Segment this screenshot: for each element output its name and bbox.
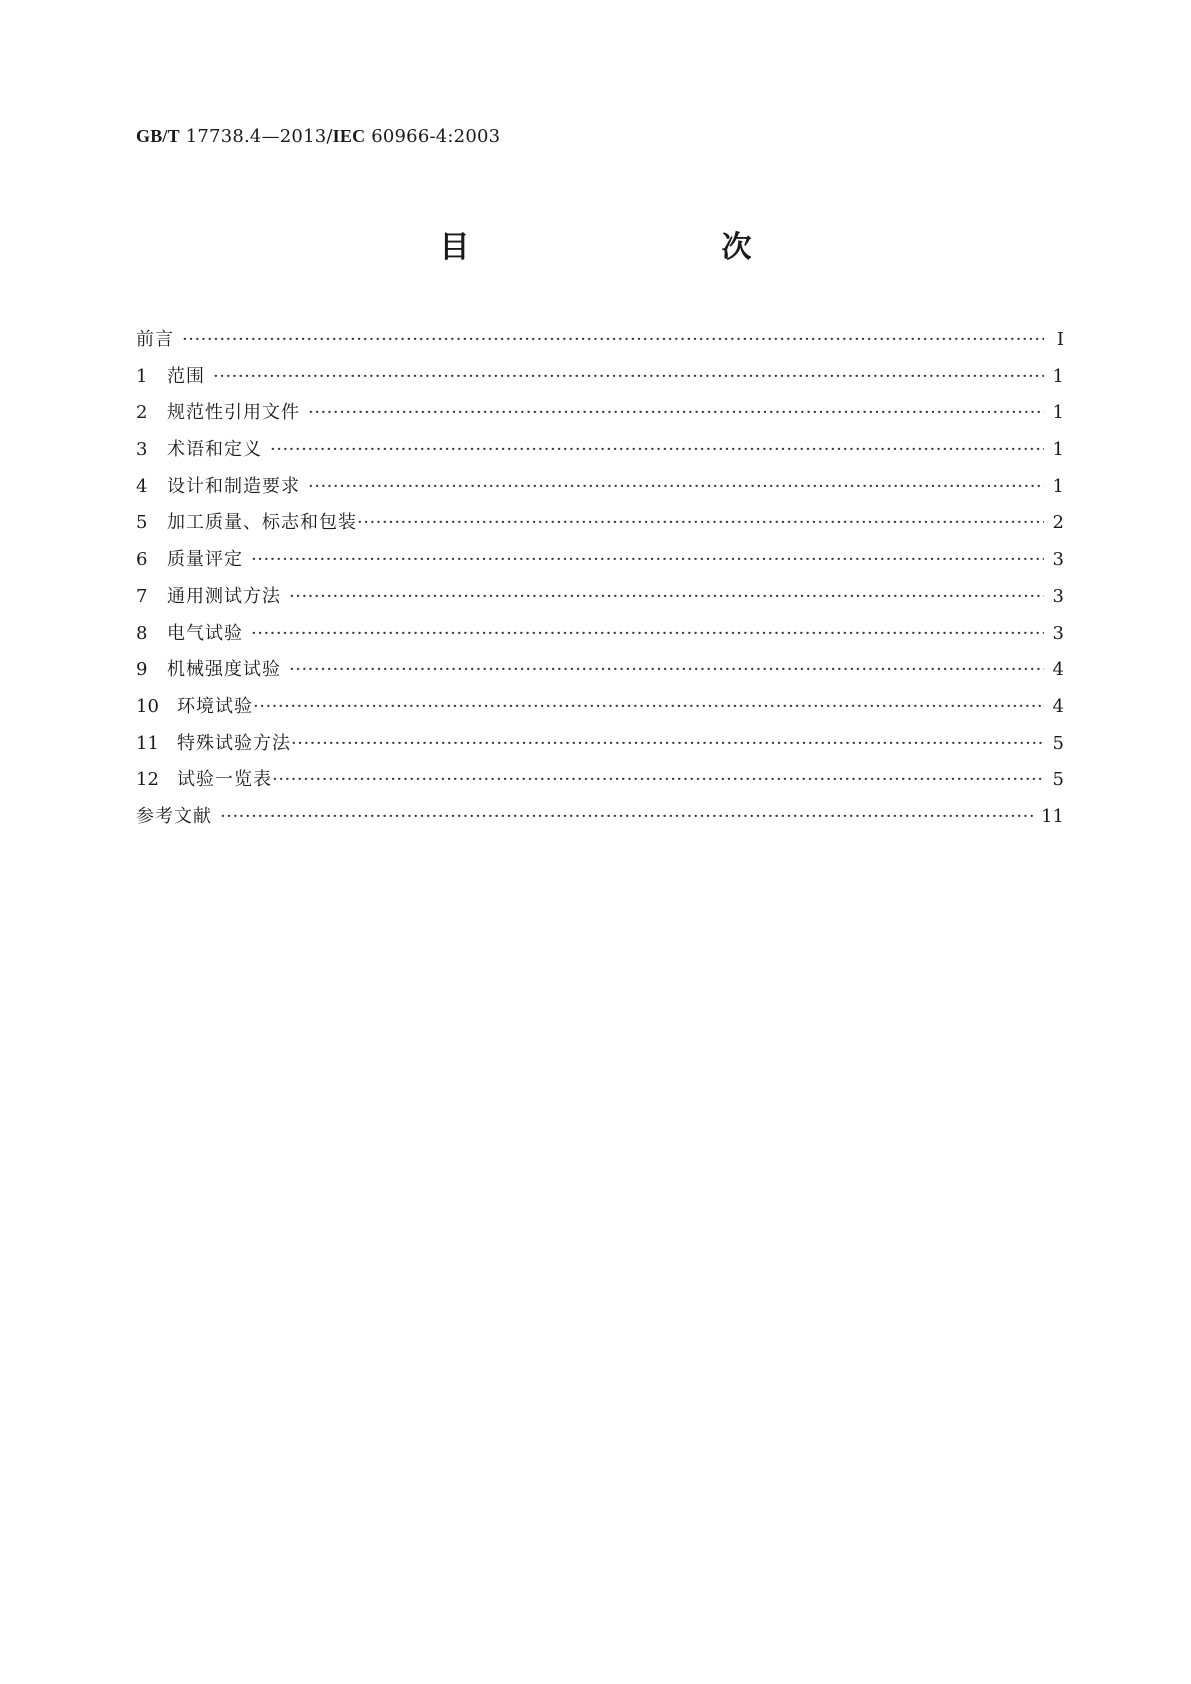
toc-entry-5[interactable] [136, 505, 1064, 542]
toc-entry-9[interactable] [136, 652, 1064, 689]
toc-entry-page: 3 [1052, 549, 1064, 571]
toc-entry-bibliography[interactable] [136, 799, 1064, 836]
toc-entry-label: 参考文献 [136, 805, 212, 827]
toc-entry-page: 2 [1052, 512, 1064, 534]
toc-entry-number: 12 [136, 769, 159, 791]
toc-entry-2[interactable] [136, 395, 1064, 432]
toc-entry-label: 机械强度试验 [167, 659, 281, 681]
toc-entry-number: 4 [136, 475, 148, 497]
toc-entry-7[interactable] [136, 579, 1064, 616]
toc-entry-label: 电气试验 [167, 622, 243, 644]
toc-entry-page: 5 [1052, 732, 1064, 754]
toc-dot-leader [220, 799, 1033, 836]
toc-entry-6[interactable] [136, 542, 1064, 579]
toc-entry-label: 设计和制造要求 [167, 475, 300, 497]
toc-dot-leader [289, 652, 1044, 689]
toc-entry-label: 术语和定义 [167, 439, 262, 461]
toc-entry-page: 4 [1052, 695, 1064, 717]
toc-dot-leader [251, 616, 1044, 653]
toc-dot-leader [289, 579, 1044, 616]
toc-entry-page: 1 [1052, 402, 1064, 424]
toc-entry-4[interactable] [136, 469, 1064, 506]
toc-dot-leader [308, 469, 1044, 506]
toc-entry-label: 特殊试验方法 [177, 732, 291, 754]
toc-entry-12[interactable] [136, 762, 1064, 799]
toc-entry-label: 环境试验 [177, 695, 253, 717]
toc-entry-label: 前言 [136, 329, 174, 350]
toc-entry-label: 试验一览表 [177, 769, 272, 791]
toc-entry-number: 2 [136, 402, 148, 424]
toc-entry-number: 11 [136, 732, 159, 754]
iec-code: IEC [332, 126, 366, 146]
toc-entry-11[interactable] [136, 726, 1064, 763]
toc-entry-page: 1 [1052, 365, 1064, 387]
toc-dot-leader [213, 359, 1044, 396]
toc-entry-number: 1 [136, 365, 148, 387]
toc-entry-number: 3 [136, 439, 148, 461]
toc-entry-page: 1 [1052, 475, 1064, 497]
toc-dot-leader [182, 322, 1044, 359]
standard-header [136, 126, 500, 147]
toc-entry-number: 5 [136, 512, 148, 534]
toc-entry-page: 5 [1052, 769, 1064, 791]
toc-entry-number: 8 [136, 622, 148, 644]
toc-entry-page: Ⅰ [1056, 329, 1064, 350]
toc-entry-3[interactable] [136, 432, 1064, 469]
toc-entry-number: 9 [136, 659, 148, 681]
iec-number: 60966-4:2003 [365, 126, 501, 147]
toc-entry-label: 范围 [167, 365, 205, 387]
toc-entry-page: 4 [1052, 659, 1064, 681]
toc-dot-leader [357, 505, 1044, 542]
toc-entry-number: 6 [136, 549, 148, 571]
toc-entry-page: 3 [1052, 622, 1064, 644]
toc-entry-label: 规范性引用文件 [167, 402, 300, 424]
toc-dot-leader [270, 432, 1044, 469]
std-code: GB/T [136, 126, 180, 146]
toc-entry-number: 7 [136, 585, 148, 607]
toc-entry-page: 11 [1041, 805, 1064, 827]
toc-entry-label: 加工质量、标志和包装 [167, 512, 357, 534]
toc-dot-leader [291, 726, 1044, 763]
toc-dot-leader [308, 395, 1044, 432]
toc-dot-leader [272, 762, 1044, 799]
toc-entry-label: 质量评定 [167, 549, 243, 571]
toc-entry-foreword[interactable] [136, 322, 1064, 359]
toc-entry-page: 1 [1052, 439, 1064, 461]
toc-entry-page: 3 [1052, 585, 1064, 607]
toc-entry-1[interactable] [136, 359, 1064, 396]
toc-dot-leader [251, 542, 1044, 579]
table-of-contents [136, 322, 1064, 836]
toc-dot-leader [253, 689, 1044, 726]
std-number: 17738.4—2013/ [179, 126, 333, 147]
toc-title: 目 次 [439, 230, 816, 265]
toc-entry-number: 10 [136, 695, 159, 717]
toc-entry-10[interactable] [136, 689, 1064, 726]
toc-entry-label: 通用测试方法 [167, 585, 281, 607]
toc-entry-8[interactable] [136, 616, 1064, 653]
